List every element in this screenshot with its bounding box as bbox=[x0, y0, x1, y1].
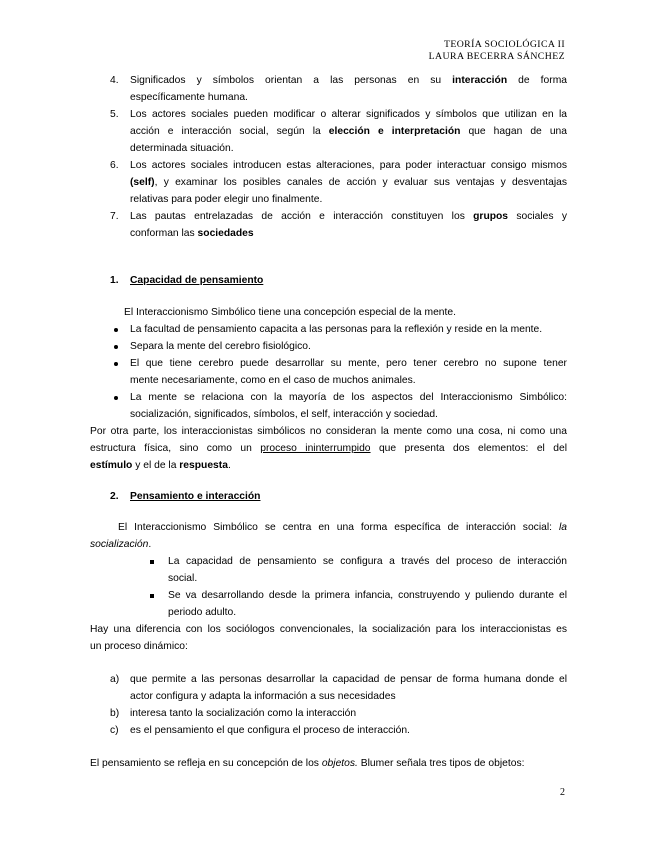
section-1-intro: El Interaccionismo Simbólico tiene una concepción especial de la mente. bbox=[124, 307, 456, 318]
header-course-title: TEORÍA SOCIOLÓGICA II bbox=[443, 39, 565, 50]
letter-label: c) bbox=[110, 725, 119, 736]
bullet-icon bbox=[114, 362, 118, 366]
letter-item-a-line-1: que permite a las personas desarrollar la capacidad de pensar de forma humana donde el bbox=[130, 674, 567, 685]
section-2-intro-line-1: El Interaccionismo Simbólico se centra en una forma específica de interacción social: la bbox=[118, 522, 567, 533]
section-2-closing-line: El pensamiento se refleja en su concepción de los objetos. Blumer señala tres tipos de objetos: bbox=[90, 758, 525, 769]
section-1-bullet-4-line-1: La mente se relaciona con la mayoría de los aspectos del Interaccionismo Simbólico: bbox=[130, 392, 567, 403]
page-number: 2 bbox=[560, 787, 565, 798]
list-number: 7. bbox=[110, 211, 119, 222]
list-item-6-line-3: relativas para poder elegir uno finalmente. bbox=[130, 194, 323, 205]
letter-label: b) bbox=[110, 708, 120, 719]
section-2-bullet-2-line-2: periodo adulto. bbox=[168, 607, 237, 618]
list-item-4-line-1: Significados y símbolos orientan a las personas en su interacción de forma bbox=[130, 75, 567, 86]
section-1-paragraph-line-3: estímulo y el de la respuesta. bbox=[90, 460, 231, 471]
list-item-7-line-2: conforman las sociedades bbox=[130, 228, 254, 239]
list-item-4-line-2: específicamente humana. bbox=[130, 92, 248, 103]
section-2-paragraph-line-1: Hay una diferencia con los sociólogos convencionales, la socialización para los interaccionistas es bbox=[90, 624, 567, 635]
section-1-number: 1. bbox=[110, 275, 119, 286]
list-item-6-line-2: (self), y examinar los posibles canales de acción y evaluar sus ventajas y desventajas bbox=[130, 177, 567, 188]
list-item-7-line-1: Las pautas entrelazadas de acción e interacción constituyen los grupos sociales y bbox=[130, 211, 567, 222]
section-2-intro-line-2: socialización. bbox=[90, 539, 152, 550]
section-2-paragraph-line-2: un proceso dinámico: bbox=[90, 641, 188, 652]
list-number: 4. bbox=[110, 75, 119, 86]
section-1-bullet-2: Separa la mente del cerebro fisiológico. bbox=[130, 341, 311, 352]
letter-item-b: interesa tanto la socialización como la interacción bbox=[130, 708, 357, 719]
square-bullet-icon bbox=[150, 560, 154, 564]
list-item-5-line-2: acción e interacción social, según la elección e interpretación que hagan de una bbox=[130, 126, 567, 137]
list-item-5-line-3: determinada situación. bbox=[130, 143, 234, 154]
section-2-bullet-1-line-1: La capacidad de pensamiento se configura a través del proceso de interacción bbox=[168, 556, 567, 567]
section-2-number: 2. bbox=[110, 491, 119, 502]
section-1-paragraph-line-2: estructura física, sino como un proceso ininterrumpido que presenta dos elementos: el del bbox=[90, 443, 567, 454]
section-1-bullet-3-line-2: mente necesariamente, como en el caso de muchos animales. bbox=[130, 375, 416, 386]
bullet-icon bbox=[114, 345, 118, 349]
section-2-heading: Pensamiento e interacción bbox=[130, 491, 261, 502]
section-2-bullet-2-line-1: Se va desarrollando desde la primera infancia, construyendo y puliendo durante el bbox=[168, 590, 567, 601]
section-1-bullet-4-line-2: socialización, significados, símbolos, el self, interacción y sociedad. bbox=[130, 409, 438, 420]
letter-item-a-line-2: actor configura y adapta la información a sus necesidades bbox=[130, 691, 396, 702]
bullet-icon bbox=[114, 328, 118, 332]
section-1-bullet-3-line-1: El que tiene cerebro puede desarrollar su mente, pero tener cerebro no supone tener bbox=[130, 358, 567, 369]
list-number: 5. bbox=[110, 109, 119, 120]
list-item-5-line-1: Los actores sociales pueden modificar o alterar significados y símbolos que utilizan en la bbox=[130, 109, 567, 120]
section-1-paragraph-line-1: Por otra parte, los interaccionistas simbólicos no consideran la mente como una cosa, ni como una bbox=[90, 426, 567, 437]
square-bullet-icon bbox=[150, 594, 154, 598]
section-1-bullet-1: La facultad de pensamiento capacita a las personas para la reflexión y reside en la mente. bbox=[130, 324, 543, 335]
letter-item-c: es el pensamiento el que configura el proceso de interacción. bbox=[130, 725, 410, 736]
section-1-heading: Capacidad de pensamiento bbox=[130, 275, 264, 286]
section-2-bullet-1-line-2: social. bbox=[168, 573, 198, 584]
bullet-icon bbox=[114, 396, 118, 400]
list-number: 6. bbox=[110, 160, 119, 171]
list-item-6-line-1: Los actores sociales introducen estas alteraciones, para poder interactuar consigo mismos bbox=[130, 160, 567, 171]
letter-label: a) bbox=[110, 674, 120, 685]
header-author: LAURA BECERRA SÁNCHEZ bbox=[428, 51, 565, 62]
